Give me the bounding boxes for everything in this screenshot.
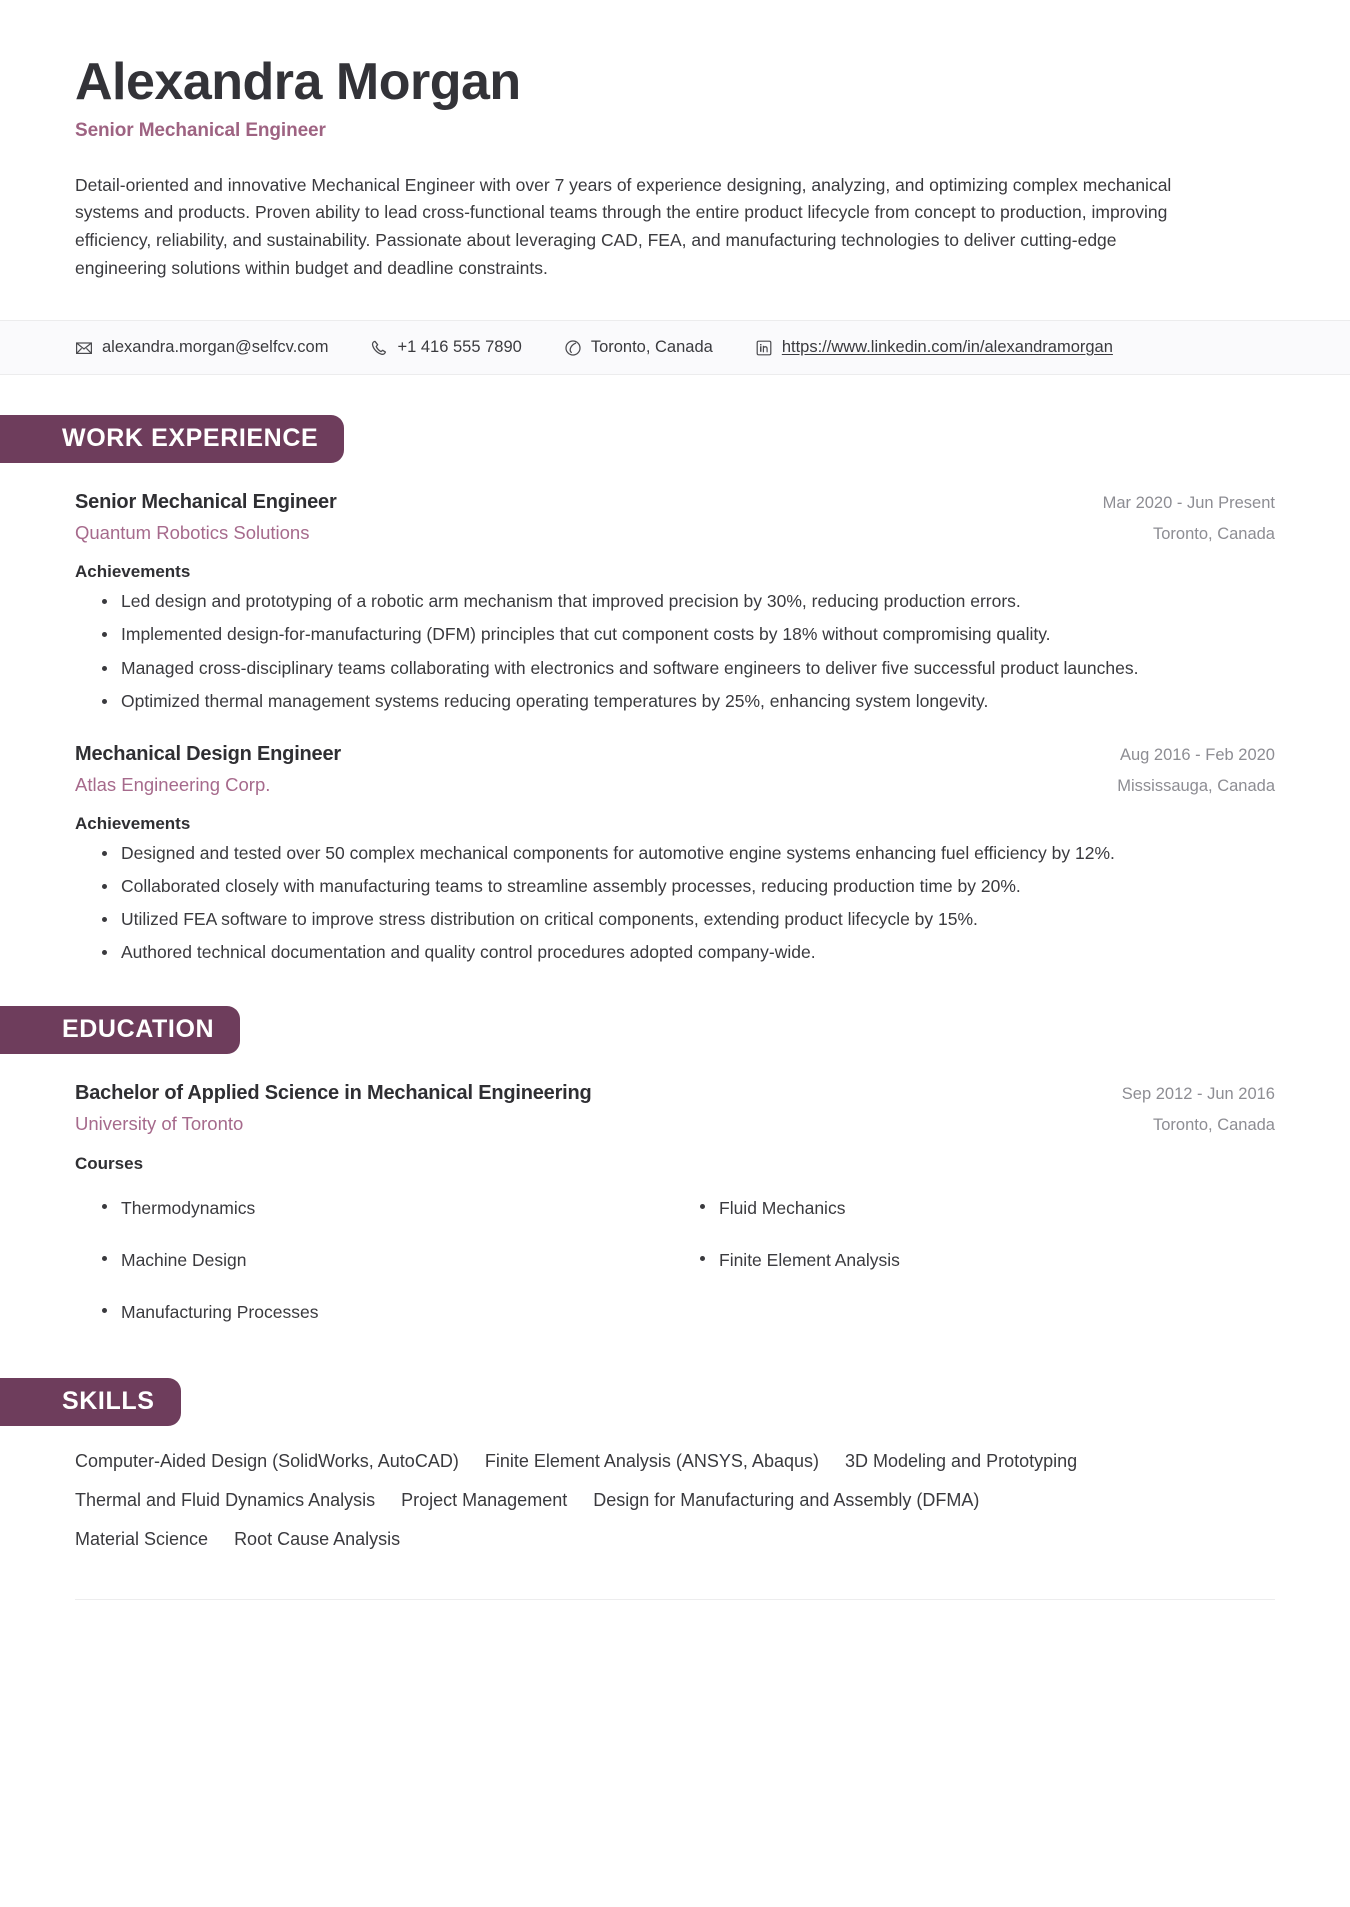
education-entry: [75, 1081, 1275, 1338]
linkedin-icon: [755, 339, 773, 357]
education-entry-sub: [75, 1112, 1275, 1135]
contact-phone[interactable]: [370, 338, 521, 357]
contact-location-text: Toronto, Canada: [590, 338, 713, 357]
work-entries: [0, 490, 1350, 966]
section-education: [0, 1006, 1350, 1338]
achievement-item: Optimized thermal management systems reducing operating temperatures by 25%, enhancing system longevity.: [119, 688, 1275, 715]
work-entry-top: [75, 742, 1275, 767]
course-item: Machine Design: [119, 1234, 677, 1286]
achievement-item: Collaborated closely with manufacturing teams to streamline assembly processes, reducing production time by 20%.: [119, 873, 1275, 900]
achievement-item: Authored technical documentation and quality control procedures adopted company-wide.: [119, 939, 1275, 966]
job-location: Mississauga, Canada: [1117, 776, 1275, 795]
education-location: Toronto, Canada: [1152, 1116, 1275, 1135]
achievement-item: Managed cross-disciplinary teams collaborating with electronics and software engineers to deliver five successful product launches.: [119, 655, 1275, 682]
achievements-label: Achievements: [75, 562, 191, 582]
skill-item: Thermal and Fluid Dynamics Analysis: [75, 1490, 376, 1511]
courses-list: [75, 1182, 1275, 1339]
company-name: Atlas Engineering Corp.: [75, 773, 271, 795]
achievements-label: Achievements: [75, 813, 191, 833]
contact-email-text: alexandra.morgan@selfcv.com: [102, 338, 329, 357]
section-heading-education: EDUCATION: [0, 1006, 240, 1054]
course-item: Manufacturing Processes: [119, 1286, 677, 1338]
course-item: Thermodynamics: [119, 1182, 677, 1234]
work-entry-top: [75, 490, 1275, 515]
footer-divider: [75, 1599, 1275, 1600]
section-heading-skills: SKILLS: [0, 1378, 181, 1426]
section-skills: [0, 1378, 1350, 1553]
contact-email[interactable]: [75, 338, 328, 357]
contact-bar: [0, 320, 1350, 375]
professional-summary: Detail-oriented and innovative Mechanical Engineer with over 7 years of experience designing, analyzing, and optimizing complex mechanical systems and products. Proven ability to lead cross-functional teams through the entire product lifecycle from concept to production, improving efficiency, reliability, and sustainability. Passionate about leveraging CAD, FEA, and manufacturing technologies to deliver cutting-edge engineering solutions within budget and deadline constraints.: [75, 174, 1172, 278]
skill-item: Computer-Aided Design (SolidWorks, AutoCAD): [75, 1451, 459, 1472]
achievement-item: Led design and prototyping of a robotic arm mechanism that improved precision by 30%, reducing production errors.: [119, 588, 1275, 615]
contact-linkedin-link[interactable]: https://www.linkedin.com/in/alexandramorgan: [781, 338, 1113, 357]
degree-title: Bachelor of Applied Science in Mechanical Engineering: [75, 1082, 592, 1105]
achievement-item: Utilized FEA software to improve stress distribution on critical components, extending product lifecycle by 15%.: [119, 906, 1275, 933]
achievements-list: [75, 840, 1275, 967]
job-location: Toronto, Canada: [1152, 525, 1275, 544]
candidate-name: Alexandra Morgan: [75, 53, 521, 111]
skills-list: [75, 1448, 1135, 1553]
skill-item: Design for Manufacturing and Assembly (DFMA): [593, 1490, 980, 1511]
skill-item: Root Cause Analysis: [234, 1529, 401, 1550]
skill-item: Material Science: [75, 1529, 209, 1550]
achievement-item: Designed and tested over 50 complex mechanical components for automotive engine systems enhancing fuel efficiency by 12%.: [119, 840, 1275, 867]
course-item: Finite Element Analysis: [717, 1234, 1275, 1286]
company-name: Quantum Robotics Solutions: [75, 522, 310, 544]
contact-linkedin[interactable]: [755, 338, 1113, 357]
achievement-item: Implemented design-for-manufacturing (DFM) principles that cut component costs by 18% without compromising quality.: [119, 621, 1275, 648]
contact-phone-text: +1 416 555 7890: [397, 338, 522, 357]
school-name: University of Toronto: [75, 1113, 244, 1135]
skill-item: 3D Modeling and Prototyping: [844, 1451, 1078, 1472]
courses-label: Courses: [75, 1153, 144, 1173]
education-dates: Sep 2012 - Jun 2016: [1121, 1085, 1275, 1104]
location-pin-icon: [564, 339, 582, 357]
work-entry-sub: [75, 521, 1275, 544]
phone-icon: [370, 339, 388, 357]
education-entries: [0, 1081, 1350, 1338]
work-entry-sub: [75, 773, 1275, 796]
education-entry-top: [75, 1081, 1275, 1106]
work-entry: [75, 490, 1275, 715]
contact-location[interactable]: [564, 338, 713, 357]
achievements-list: [75, 588, 1275, 715]
skill-item: Project Management: [401, 1490, 568, 1511]
job-dates: Mar 2020 - Jun Present: [1102, 494, 1275, 513]
skill-item: Finite Element Analysis (ANSYS, Abaqus): [484, 1451, 819, 1472]
candidate-title: Senior Mechanical Engineer: [75, 119, 326, 141]
envelope-icon: [75, 339, 93, 357]
job-title: Mechanical Design Engineer: [75, 742, 341, 765]
resume-header: [0, 0, 1350, 320]
section-work-experience: [0, 415, 1350, 966]
job-dates: Aug 2016 - Feb 2020: [1119, 745, 1275, 764]
job-title: Senior Mechanical Engineer: [75, 491, 337, 514]
course-item: Fluid Mechanics: [717, 1182, 1275, 1234]
section-heading-work: WORK EXPERIENCE: [0, 415, 344, 463]
work-entry: [75, 742, 1275, 967]
skills-body: [0, 1448, 1350, 1553]
